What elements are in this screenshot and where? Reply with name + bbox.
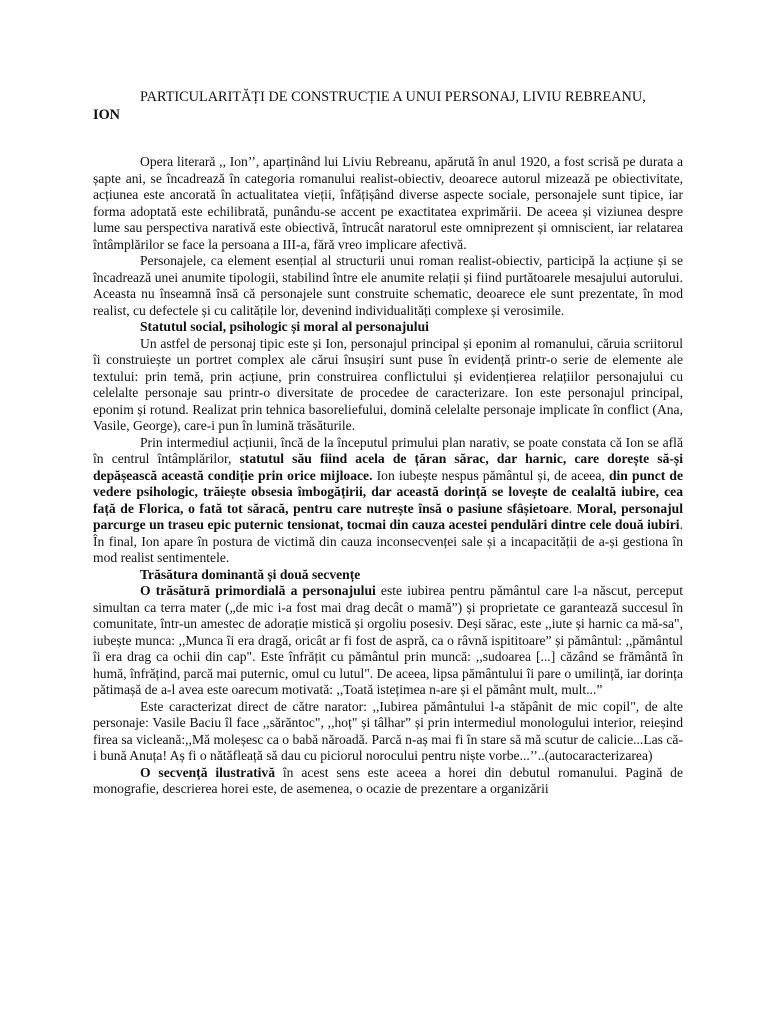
title-name: ION	[93, 107, 121, 123]
title-line: PARTICULARITĂȚI DE CONSTRUCȚIE A UNUI PERSONAJ, LIVIU REBREANU,	[140, 89, 646, 105]
text-run: . În final, Ion apare în postura de victimă din cauza inconsecvenței sale și a incapacității de a-și gestiona în mod realist sentimentele.	[93, 517, 683, 565]
text-run: în acest sens este aceea a horei din debutul romanului. Pagină de monografie, descrierea horei este, de asemenea, o ocazie de prezentare a organizării	[93, 764, 683, 796]
bold-run: Moral, personajul parcurge un traseu epic puternic tensionat, tocmai din cauza acestei pendulări dintre cele două iubiri	[93, 500, 683, 532]
bold-run: statutul său fiind acela de țăran sărac, dar harnic, care dorește să-și depășească această condiție prin orice mijloace.	[93, 451, 683, 483]
bold-run: O secvență ilustrativă	[140, 764, 276, 780]
document-body	[93, 154, 683, 798]
paragraph-portrait: Un astfel de personaj tipic este și Ion, personajul principal și eponim al romanului, căruia scriitorul îi construiește un portret complex ale cărui însușiri sunt puse în evidență printr-o serie de elemente ale textului: prin temă, prin acțiune, prin construirea conflictului și evidențierea relațiilor personajului cu celelalte personaje sau printr-o diversitate de procedee de caracterizare. Ion este personajul principal, eponim și rotund. Realizat prin tehnica basoreliefului, domină celelalte personaje implicate în conflict (Ana, Vasile, George), care-i pun în lumină trăsăturile.	[93, 335, 683, 433]
paragraph-trait	[93, 583, 683, 699]
paragraph-characterization: Este caracterizat direct de către narator: ,,Iubirea pământului l-a stăpânit de mic copil", de alte personaje: Vasile Baciu îl face ,,sărăntoc", ,,hoț" și tâlhar” și prin intermediul monologului interior, reieșind firea sa vicleană:,,Mă moleșesc ca o babă năroadă. Parcă n-aș mai fi în stare să mă scutur de calicie...Las că-i bună Anuța! Aș fi o nătăfleață să dau cu piciorul norocului pentru niște vorbe...’’..(autocaracterizarea)	[93, 698, 683, 763]
text-run: .	[568, 500, 577, 516]
paragraph-characters: Personajele, ca element esențial al structurii unui roman realist-obiectiv, participă la acțiune și se încadrează unei anumite tipologii, stabilind între ele anumite relații și fiind purtătoarele mesajului autorului. Aceasta nu înseamnă însă că personajele sunt construite schematic, deoarece ele sunt prezentate, în mod realist, cu defectele și cu calitățile lor, devenind individualități complexe și verosimile.	[93, 253, 683, 318]
bold-run: O trăsătură primordială a personajului	[140, 583, 376, 598]
text-run: Prin intermediul acțiunii, încă de la începutul primului plan narativ, se poate constata că Ion se află în centrul întâmplărilor,	[93, 434, 683, 466]
text-run: Ion iubește nespus pământul și, de aceea,	[372, 467, 609, 483]
paragraph-sequence	[93, 765, 683, 798]
text-run: este iubirea pentru pământul care l-a născut, perceput simultan ca terra mater („de mic i-a fost mai drag decât o mamă”) și proprietate ce garantează succesul în comunitate, într-un amestec de adorație mistică și orgoliu posesiv. Deși sărac, este ,,iute și harnic ca mă-sa", iubește munca: ,,Munca îi era dragă, oricât ar fi fost de aspră, ca o râvnă ispititoare” și pământul: ,,pământul îi era drag ca ochii din cap". Este înfrățit cu pământul prin muncă: ,,sudoarea [...] căzând se frământă în humă, înfrățind, parcă mai puternic, omul cu lutul". De aceea, lipsa pământului îi pare o umilință, iar dorința pătimașă de a-l avea este oarecum motivată: ,,Toată istețimea n-are și el pământ mult, mult...”	[93, 583, 683, 697]
paragraph-intro: Opera literară ,, Ion’’, aparținând lui Liviu Rebreanu, apărută în anul 1920, a fost scrisă pe durata a șapte ani, se încadrează în categoria romanului realist-obiectiv, deoarece autorul mizează pe obiectivitate, acțiunea este ancorată în actualitatea vieții, înfățișând diverse aspecte sociale, personajele sunt tipice, iar forma adoptată este echilibrată, punându-se accent pe exactitatea exprimării. De aceea și viziunea despre lume sau perspectiva narativă este obiectivă, întrucât naratorul este omniprezent și omniscient, iar relatarea întâmplărilor se face la persoana a III-a, fără vreo implicare afectivă.	[93, 154, 683, 252]
section-heading-trait: Trăsătura dominantă și două secvențe	[140, 566, 361, 582]
section-heading-status: Statutul social, psihologic și moral al personajului	[140, 319, 429, 334]
bold-run: din punct de vedere psihologic, trăiește obsesia îmbogățirii, dar această dorință se lovește de cealaltă iubire, cea față de Florica, o fată tot săracă, pentru care nutrește însă o pasiune sfâșietoare	[93, 467, 684, 516]
paragraph-action	[93, 435, 683, 567]
document-title	[93, 88, 683, 124]
